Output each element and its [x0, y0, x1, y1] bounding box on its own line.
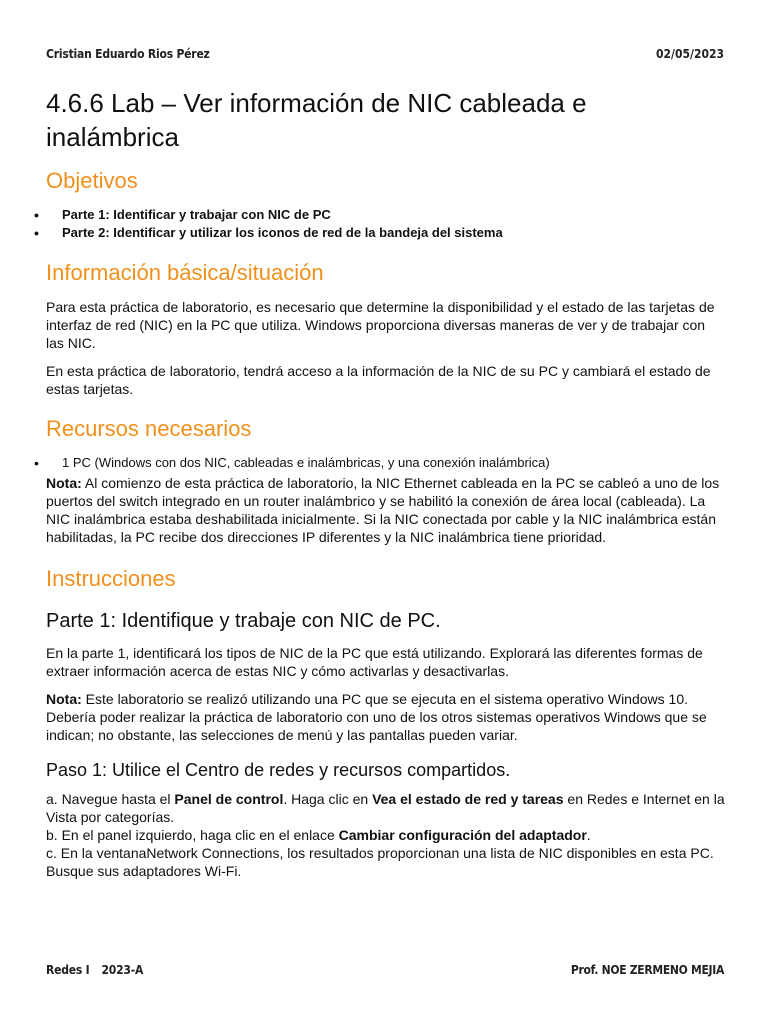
document-title: 4.6.6 Lab – Ver información de NIC cableada e inalámbrica — [46, 88, 587, 152]
recursos-note — [46, 474, 726, 546]
note-label: Nota: — [46, 475, 82, 491]
informacion-heading: Información básica/situación — [46, 260, 324, 285]
recursos-heading: Recursos necesarios — [46, 416, 252, 441]
list-item: • 1 PC (Windows con dos NIC, cableadas e inalámbricas, y una conexión inalámbrica) — [46, 454, 726, 472]
list-item: • Parte 1: Identificar y trabajar con NIC de PC — [46, 206, 726, 224]
step-a-text: a. Navegue hasta el — [46, 791, 175, 807]
step-c: c. En la ventanaNetwork Connections, los resultados proporcionan una lista de NIC disponibles en esta PC. Busque sus adaptadores Wi-Fi. — [46, 845, 714, 879]
objetivos-heading: Objetivos — [46, 168, 138, 193]
recursos-list — [46, 454, 726, 472]
informacion-paragraph-2: En esta práctica de laboratorio, tendrá acceso a la información de la NIC de su PC y cambiará el estado de estas tarjetas. — [46, 363, 711, 397]
step-b — [46, 826, 726, 844]
parte1-paragraph: En la parte 1, identificará los tipos de NIC de la PC que está utilizando. Explorará las diferentes formas de extraer información acerca de estas NIC y cómo activarlas y desactivarlas. — [46, 645, 703, 679]
step-a-text: . Haga clic en — [283, 791, 373, 807]
paso1-heading: Paso 1: Utilice el Centro de redes y recursos compartidos. — [46, 760, 511, 780]
objetivos-list — [46, 206, 726, 242]
note-text: Al comienzo de esta práctica de laboratorio, la NIC Ethernet cableada en la PC se cableó a uno de los puertos del switch integrado en un router inalámbrico y se habilitó la conexión de área local (cableada). La NIC inalámbrica estaba deshabilitada inicialmente. Si la NIC conectada por cable y la NIC inalámbrica están habilitadas, la PC recibe dos direcciones IP diferentes y la NIC inalámbrica tiene prioridad. — [46, 475, 720, 545]
instrucciones-note — [46, 690, 726, 744]
step-b-text: b. En el panel izquierdo, haga clic en el enlace — [46, 827, 339, 843]
step-a-bold-2: Vea el estado de red y tareas — [372, 791, 564, 807]
step-b-text: . — [586, 827, 591, 843]
footer-course — [46, 963, 143, 977]
footer-period: 2023-A — [101, 963, 144, 977]
note-text: Este laboratorio se realizó utilizando una PC que se ejecuta en el sistema operativo Windows 10. Debería poder realizar la práctica de laboratorio con uno de los otros sistemas operativos Windows que se indican; no obstante, las selecciones de menú y las pantallas pueden variar. — [46, 691, 707, 743]
note-label: Nota: — [46, 691, 82, 707]
header-date: 02/05/2023 — [656, 47, 724, 61]
step-a-text: en Redes e Internet en la Vista por categorías. — [46, 791, 725, 825]
step-a — [46, 790, 726, 826]
footer-course-name: Redes I — [46, 963, 90, 977]
instrucciones-heading: Instrucciones — [46, 566, 176, 591]
header-author: Cristian Eduardo Rios Pérez — [46, 47, 210, 61]
informacion-paragraph-1: Para esta práctica de laboratorio, es necesario que determine la disponibilidad y el estado de las tarjetas de interfaz de red (NIC) en la PC que utiliza. Windows proporciona diversas maneras de ver y de trabajar con las NIC. — [46, 299, 715, 351]
parte1-heading: Parte 1: Identifique y trabaje con NIC de PC. — [46, 610, 441, 632]
step-a-bold-1: Panel de control — [174, 791, 284, 807]
step-b-bold: Cambiar configuración del adaptador — [338, 827, 587, 843]
footer-professor: Prof. NOE ZERMENO MEJIA — [570, 963, 724, 977]
document-body — [46, 86, 726, 890]
list-item: • Parte 2: Identificar y utilizar los iconos de red de la bandeja del sistema — [46, 224, 726, 242]
